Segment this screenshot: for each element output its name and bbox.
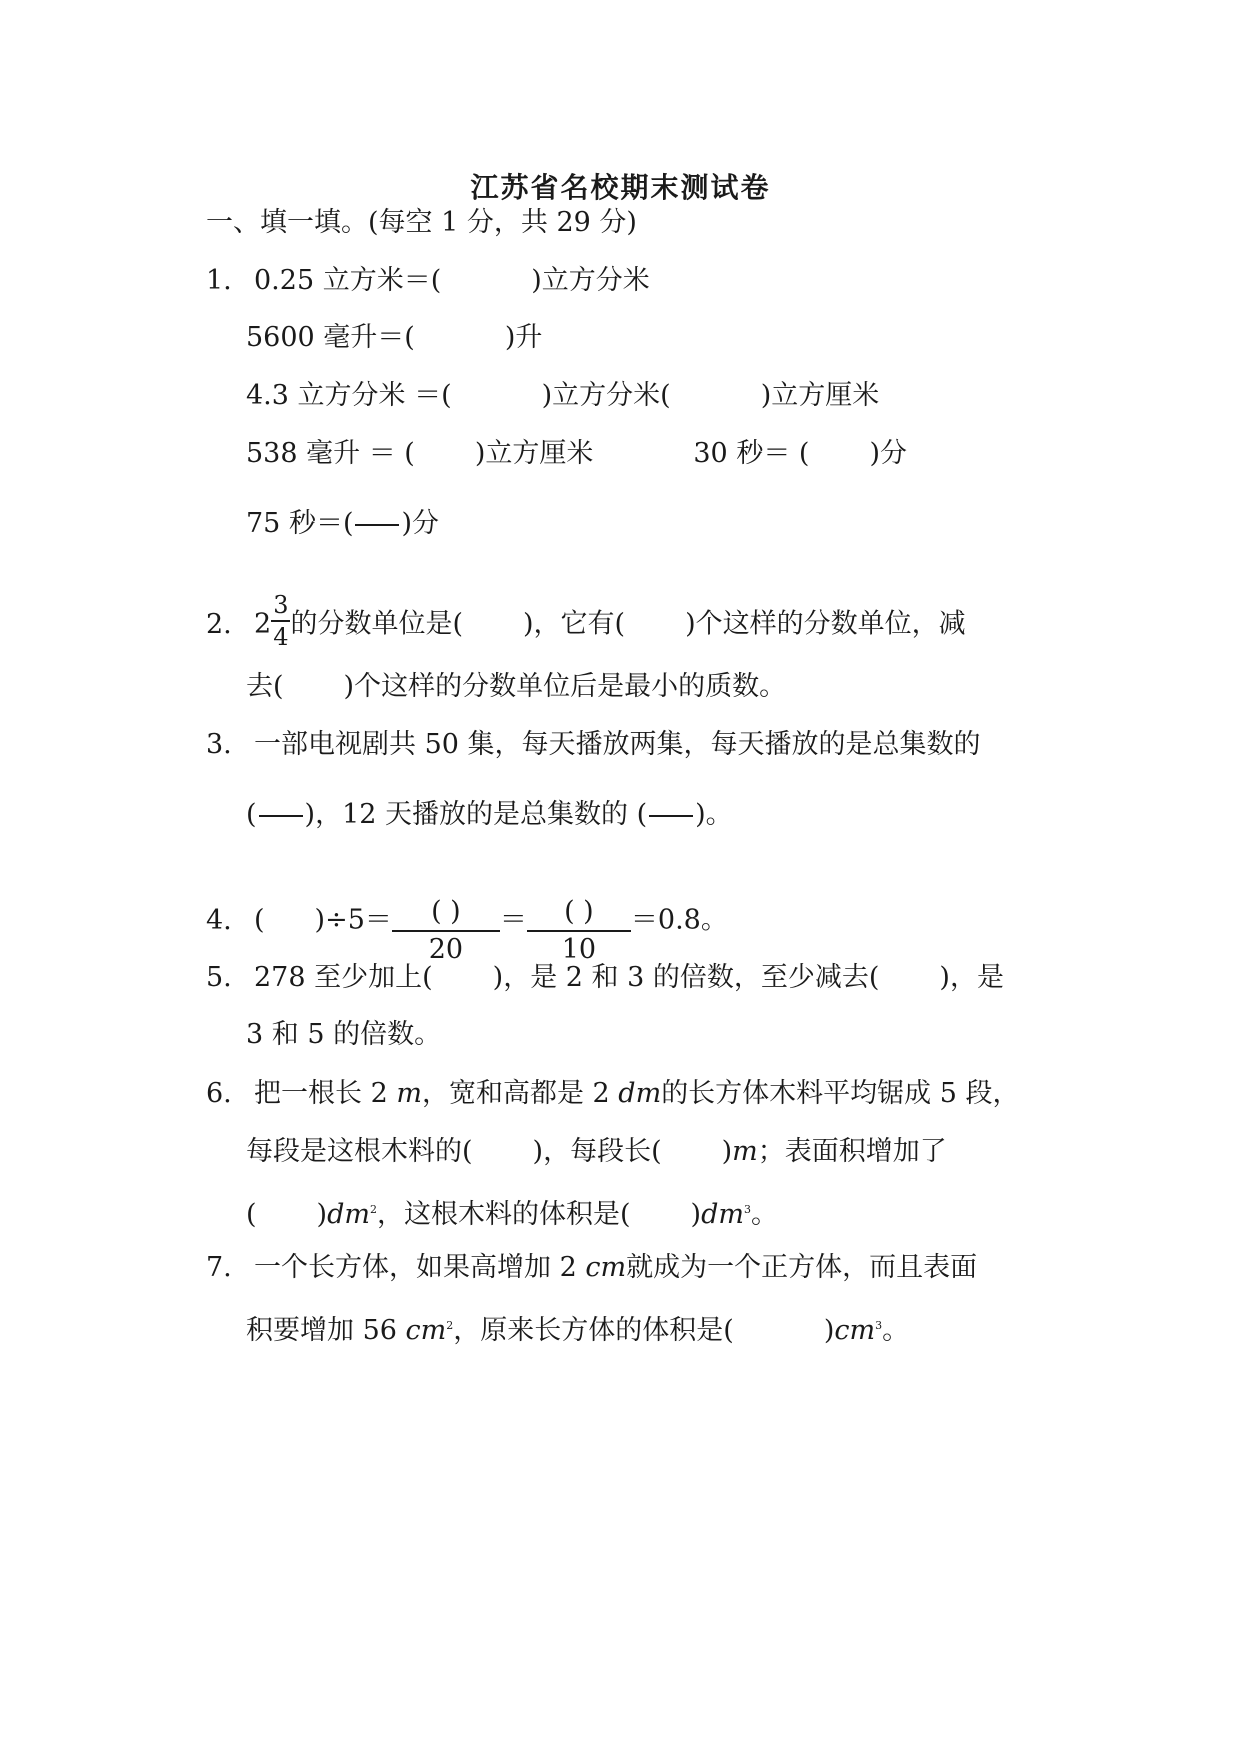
q2-number: 2. bbox=[206, 608, 232, 640]
q2-fraction: $\frac{3}{4}$ bbox=[273, 591, 289, 651]
q3-line-2: ( )，12 天播放的是总集数的 ( )。 bbox=[246, 799, 733, 830]
q7-line-1: 7. 一个长方体，如果高增加 2 cm就成为一个正方体，而且表面 bbox=[206, 1252, 978, 1283]
q1-line-2: 5600 毫升＝( )升 bbox=[246, 322, 543, 353]
q6-line-1: 6. 把一根长 2 m，宽和高都是 2 dm的长方体木料平均锯成 5 段， bbox=[206, 1078, 1020, 1109]
q7-line-2: 积要增加 56 $cm^2$，原来长方体的体积是( )$cm^3$。 bbox=[246, 1315, 910, 1346]
page-title: 江苏省名校期末测试卷 bbox=[470, 171, 771, 204]
q3-number: 3. bbox=[206, 729, 232, 760]
q2-line-2: 去( )个这样的分数单位后是最小的质数。 bbox=[246, 671, 787, 702]
q4-fraction-1: ( ) 20 bbox=[392, 894, 500, 968]
q4-fraction-2: ( ) 10 bbox=[527, 894, 631, 968]
q4-line: 4. ( )÷5＝ ( ) 20 ＝ ( ) 10 ＝0.8。 bbox=[206, 884, 728, 958]
q1-line-4: 538 毫升 ＝ ( )立方厘米 30 秒＝ ( )分 bbox=[246, 438, 907, 469]
q3-fraction-blank-1[interactable] bbox=[259, 815, 303, 817]
q1-fraction-blank[interactable] bbox=[355, 524, 399, 526]
q1-line-5: 75 秒＝( )分 bbox=[246, 508, 440, 539]
q6-line-3: ( )$dm^2$，这根木料的体积是( )$dm^3$。 bbox=[246, 1199, 778, 1230]
section-heading: 一、填一填。(每空 1 分，共 29 分) bbox=[206, 207, 637, 238]
q2-line-1: 2. 2 $\frac{3}{4}$ 的分数单位是( )，它有( )个这样的分数单位，减 bbox=[206, 591, 966, 651]
q5-number: 5. bbox=[206, 962, 232, 993]
q6-line-2: 每段是这根木料的( )，每段长( )m；表面积增加了 bbox=[246, 1136, 947, 1167]
q5-line-1: 5. 278 至少加上( )，是 2 和 3 的倍数，至少减去( )，是 bbox=[206, 962, 1004, 993]
q2-whole: 2 bbox=[254, 608, 272, 640]
q1-number: 1. bbox=[206, 265, 232, 296]
q3-fraction-blank-2[interactable] bbox=[649, 815, 693, 817]
q4-number: 4. bbox=[206, 904, 232, 936]
q1-line-1: 1. 0.25 立方米＝( )立方分米 bbox=[206, 265, 650, 296]
q5-line-2: 3 和 5 的倍数。 bbox=[246, 1019, 442, 1050]
q3-line-1: 3. 一部电视剧共 50 集，每天播放两集，每天播放的是总集数的 bbox=[206, 729, 981, 760]
q1-line-3: 4.3 立方分米 ＝( )立方分米( )立方厘米 bbox=[246, 380, 880, 411]
q6-number: 6. bbox=[206, 1078, 232, 1109]
q7-number: 7. bbox=[206, 1252, 232, 1283]
